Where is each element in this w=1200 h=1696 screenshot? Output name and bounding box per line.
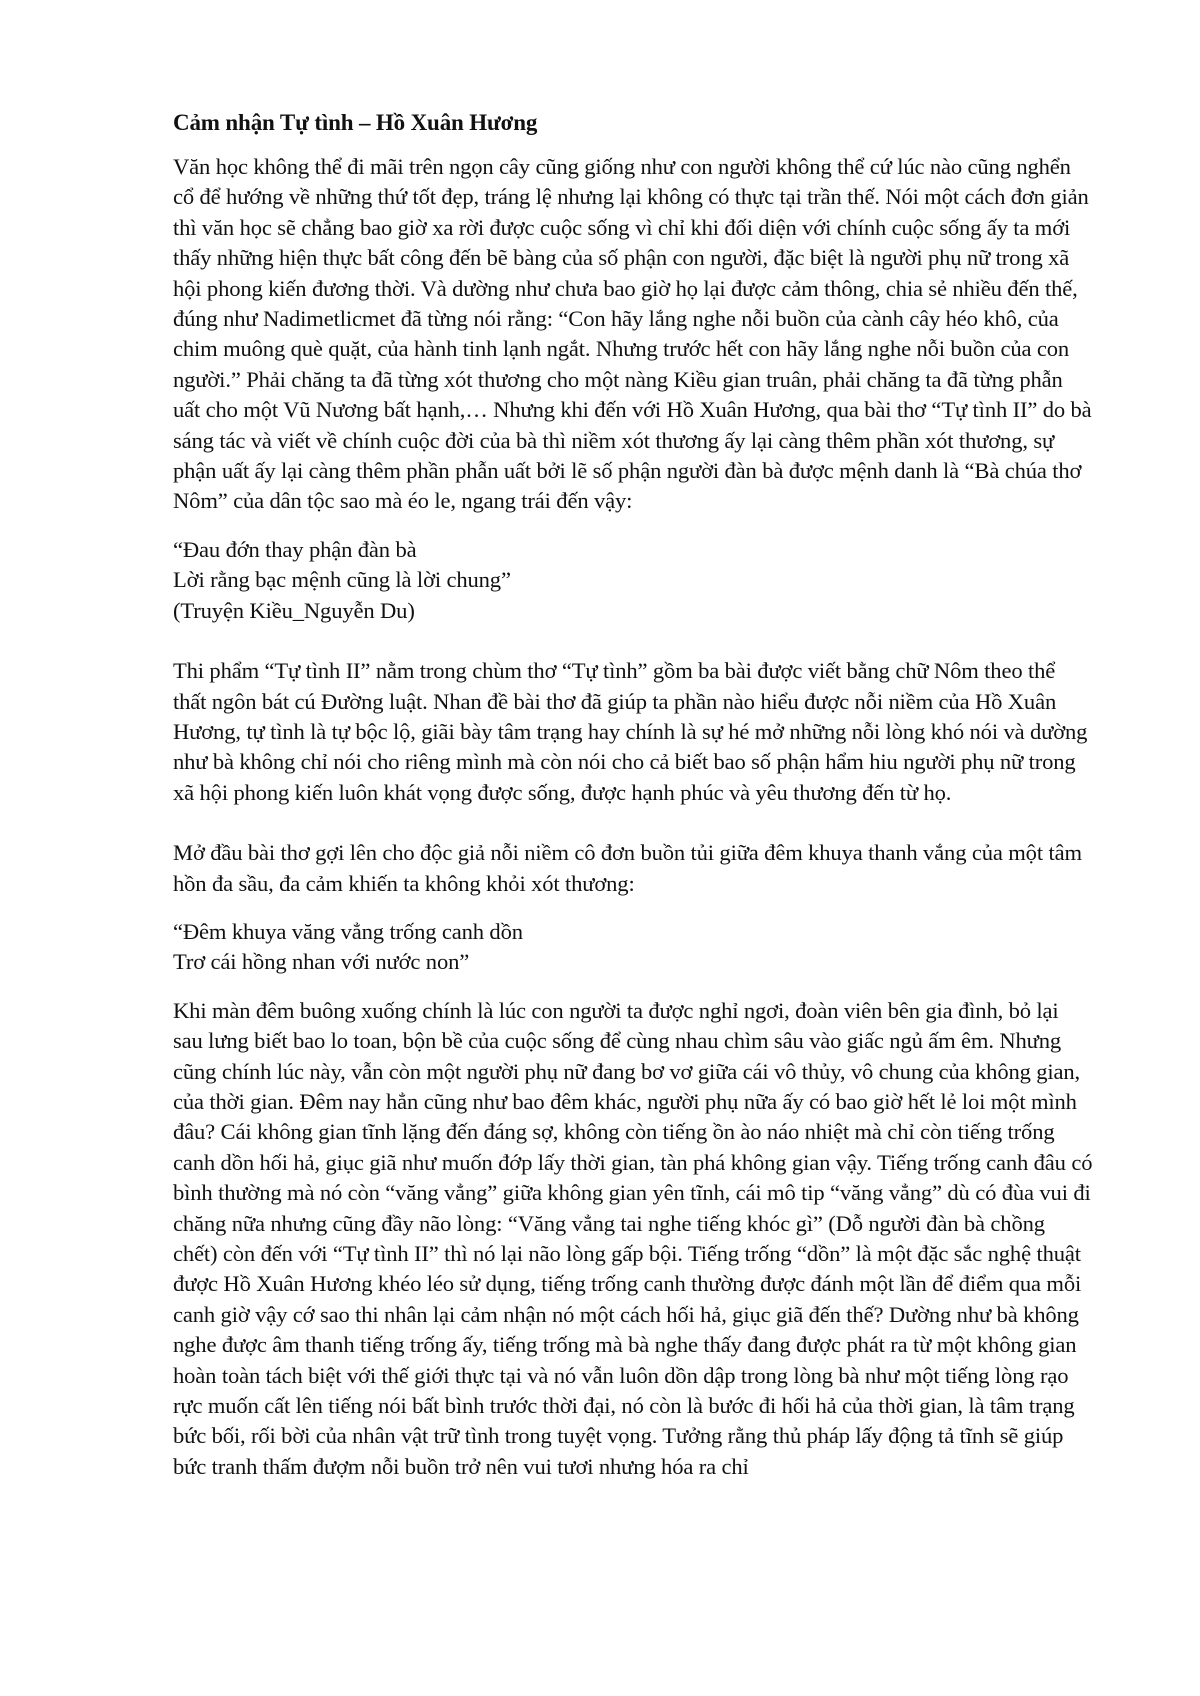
paragraph-night-analysis: Khi màn đêm buông xuống chính là lúc con người ta được nghỉ ngơi, đoàn viên bên gia đình, bỏ lại sau lưng biết bao lo toan, bộn bề của cuộc sống để cùng nhau chìm sâu vào giấc ngủ ấm êm. Nhưng cũng chính lúc này, vẫn còn một người phụ nữ đang bơ vơ giữa cái vô thủy, vô chung của không gian, của thời gian. Đêm nay hẳn cũng như bao đêm khác, người phụ nữa ấy có bao giờ hết lẻ loi một mình đâu? Cái không gian tĩnh lặng đến đáng sợ, không còn tiếng ồn ào náo nhiệt mà chỉ còn tiếng trống canh dồn hối hả, giục giã như muốn đớp lấy thời gian, tàn phá không gian vậy. Tiếng trống canh đâu có bình thường mà nó còn “văng vẳng” giữa không gian yên tĩnh, cái mô tip “văng vẳng” dù có đùa vui đi chăng nữa nhưng cũng đầy não lòng: “Văng vẳng tai nghe tiếng khóc gì” (Dỗ người đàn bà chồng chết) còn đến với “Tự tình II” thì nó lại não lòng gấp bội. Tiếng trống “dồn” là một đặc sắc nghệ thuật được Hồ Xuân Hương khéo léo sử dụng, tiếng trống canh thường được đánh một lần để điểm qua mỗi canh giờ vậy cớ sao thi nhân lại cảm nhận nó một cách hối hả, giục giã đến thế? Dường như bà không nghe được âm thanh tiếng trống ấy, tiếng trống mà bà nghe thấy đang được phát ra từ một không gian hoàn toàn tách biệt với thế giới thực tại và nó vẫn luôn dồn dập trong lòng bà như một tiếng lòng rạo rực muốn cất lên tiếng nói bất bình trước thời đại, nó còn là bước đi hối hả của thời gian, là tâm trạng bức bối, rối bời của nhân vật trữ tình trong tuyệt vọng. Tưởng rằng thủ pháp lấy động tả tĩnh sẽ giúp bức tranh thấm đượm nỗi buồn trở nên vui tươi nhưng hóa ra chỉ (173, 997, 1093, 1479)
document-title: Cảm nhận Tự tình – Hồ Xuân Hương (173, 110, 538, 135)
quote-line: Trơ cái hồng nhan với nước non” (173, 949, 470, 975)
spacer (173, 899, 1093, 917)
paragraph-title-analysis: Thi phẩm “Tự tình II” nằm trong chùm thơ “Tự tình” gồm ba bài được viết bằng chữ Nôm theo thể thất ngôn bát cú Đường luật. Nhan đề bài thơ đã giúp ta phần nào hiểu được nỗi niềm của Hồ Xuân Hương, tự tình là tự bộc lộ, giãi bày tâm trạng hay chính là sự hé mở những nỗi lòng khó nói và dường như bà không chỉ nói cho riêng mình mà còn nói cho cả biết bao số phận hẩm hiu người phụ nữ trong xã hội phong kiến luôn khát vọng được sống, được hạnh phúc và yêu thương đến từ họ. (173, 658, 1088, 805)
paragraph-intro: Văn học không thể đi mãi trên ngọn cây cũng giống như con người không thể cứ lúc nào cũng nghển cổ để hướng về những thứ tốt đẹp, tráng lệ nhưng lại không có thực tại trần thế. Nói một cách đơn giản thì văn học sẽ chẳng bao giờ xa rời được cuộc sống vì chỉ khi đối diện với chính cuộc sống ấy ta mới thấy những hiện thực bất công đến bẽ bàng của số phận con người, đặc biệt là người phụ nữ trong xã hội phong kiến đương thời. Và dường như chưa bao giờ họ lại được cảm thông, chia sẻ nhiều đến thế, đúng như Nadimetlicmet đã từng nói rằng: “Con hãy lắng nghe nỗi buồn của cành cây héo khô, của chim muông què quặt, của hành tinh lạnh ngắt. Nhưng trước hết con hãy lắng nghe nỗi buồn của con người.” Phải chăng ta đã từng xót thương cho một nàng Kiều gian truân, phải chăng ta đã từng phẫn uất cho một Vũ Nương bất hạnh,… Nhưng khi đến với Hồ Xuân Hương, qua bài thơ “Tự tình II” do bà sáng tác và viết về chính cuộc đời của bà thì niềm xót thương ấy lại càng thêm phần xót thương, sự phận uất ấy lại càng thêm phần phẫn uất bởi lẽ số phận người đàn bà được mệnh danh là “Bà chúa thơ Nôm” của dân tộc sao mà éo le, ngang trái đến vậy: (173, 154, 1092, 514)
quote-line: “Đau đớn thay phận đàn bà (173, 536, 417, 562)
spacer (173, 626, 1093, 656)
quote-line: “Đêm khuya văng vẳng trống canh dồn (173, 918, 523, 944)
document-page (173, 108, 1093, 1482)
spacer (173, 978, 1093, 996)
paragraph-opening: Mở đầu bài thơ gợi lên cho độc giả nỗi niềm cô đơn buồn tủi giữa đêm khuya thanh vắng của một tâm hồn đa sầu, đa cảm khiến ta không khỏi xót thương: (173, 840, 1082, 896)
spacer (173, 517, 1093, 535)
quote-line: Lời rằng bạc mệnh cũng là lời chung” (173, 567, 511, 593)
quote-tu-tinh (173, 917, 1093, 978)
quote-source: (Truyện Kiều_Nguyễn Du) (173, 597, 415, 623)
quote-truyen-kieu (173, 535, 1093, 626)
spacer (173, 808, 1093, 838)
